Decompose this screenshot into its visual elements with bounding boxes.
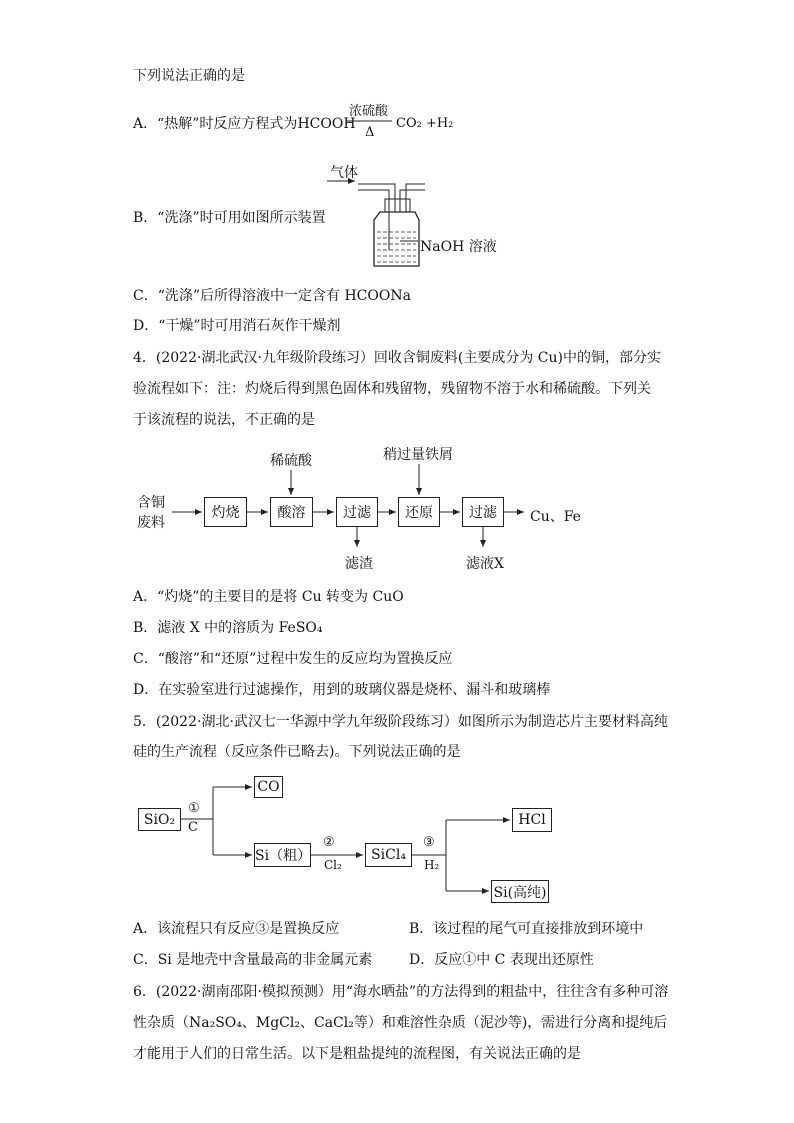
q4-option-c: C．“酸溶”和“还原”过程中发生的反应均为置换反应: [133, 651, 453, 667]
q5-reagent-cl2: Cl₂: [324, 858, 342, 872]
q5-box-sicl4: SiCl₄: [365, 843, 412, 867]
q4-option-d: D．在实验室进行过滤操作，用到的玻璃仪器是烧杯、漏斗和玻璃棒: [133, 682, 551, 698]
q5-option-c: C．Si 是地壳中含量最高的非金属元素: [133, 952, 373, 968]
q4-step-filter-1: 过滤: [336, 497, 378, 527]
q4-residue: 滤渣: [345, 556, 373, 572]
q4-input-top: 含铜: [137, 495, 165, 511]
q6-stem-line-2: 性杂质（Na₂SO₄、MgCl₂、CaCl₂等）和难溶性杂质（泥沙等)，需进行分离和提纯后: [133, 1015, 668, 1031]
q4-option-a: A．“灼烧”的主要目的是将 Cu 转变为 CuO: [133, 589, 404, 605]
q3-option-a-formula: HCOOH: [297, 116, 356, 132]
q5-option-d: D．反应①中 C 表现出还原性: [409, 952, 594, 968]
q4-output: Cu、Fe: [530, 509, 581, 525]
q5-box-hcl: HCl: [512, 808, 552, 832]
q4-filtrate-x: 滤液X: [466, 556, 504, 572]
gas-washing-bottle: [327, 181, 425, 266]
q5-reagent-c: C: [188, 820, 198, 835]
q4-stem-line-3: 于该流程的说法，不正确的是: [133, 412, 315, 428]
q6-stem-line-3: 才能用于人们的日常生活。以下是粗盐提纯的流程图，有关说法正确的是: [133, 1046, 581, 1062]
q3-option-b: B．“洗涤”时可用如图所示装置: [133, 210, 326, 226]
q3-option-c: C．“洗涤”后所得溶液中一定含有 HCOONa: [133, 288, 411, 304]
q4-stem-line-2: 验流程如下：注：灼烧后得到黑色固体和残留物，残留物不溶于水和稀硫酸。下列关: [133, 381, 651, 397]
q3-condition-over: 浓硫酸: [349, 104, 389, 119]
q5-reaction-2: ②: [323, 835, 335, 850]
q5-box-si-pure: Si(高纯): [491, 880, 549, 903]
q5-option-b: B．该过程的尾气可直接排放到环境中: [409, 921, 644, 937]
q4-step-filter-2: 过滤: [462, 497, 504, 527]
q3-option-a-prefix: A．“热解”时反应方程式为: [133, 116, 298, 132]
q3-option-d: D．“干燥”时可用消石灰作干燥剂: [133, 318, 341, 334]
q5-stem-line-1: 5．(2022·湖北·武汉七一华源中学九年级阶段练习）如图所示为制造芯片主要材料高纯: [133, 714, 668, 730]
gas-label: 气体: [330, 165, 358, 181]
q6-stem-line-1: 6．(2022·湖南邵阳·模拟预测）用“海水晒盐”的方法得到的粗盐中，往往含有多种可溶: [133, 984, 669, 1000]
q3-condition-under: Δ: [365, 125, 375, 140]
q5-reaction-3: ③: [423, 835, 435, 850]
q4-option-b: B．滤液 X 中的溶质为 FeSO₄: [133, 620, 323, 636]
naoh-label: NaOH 溶液: [420, 239, 497, 255]
q4-reagent-iron: 稍过量铁屑: [383, 447, 453, 463]
q4-flow-arrows: [172, 464, 524, 547]
q5-box-si-crude: Si（粗）: [254, 843, 311, 867]
q5-stem-line-2: 硅的生产流程（反应条件已略去)。下列说法正确的是: [133, 744, 461, 760]
q4-input-bottom: 废料: [137, 515, 165, 531]
q5-box-co: CO: [254, 776, 283, 798]
q5-reaction-1: ①: [188, 801, 200, 816]
q4-stem-line-1: 4．(2022·湖北武汉·九年级阶段练习）回收含铜废料(主要成分为 Cu)中的铜，部分实: [133, 350, 661, 366]
q5-reagent-h2: H₂: [424, 858, 440, 872]
q5-option-a: A．该流程只有反应③是置换反应: [133, 921, 340, 937]
q5-flow-arrows: [181, 787, 510, 891]
q3-option-a-products: CO₂ +H₂: [396, 116, 454, 131]
intro-line: 下列说法正确的是: [133, 68, 245, 84]
q5-box-sio2: SiO₂: [138, 808, 181, 831]
q4-step-burn: 灼烧: [204, 497, 247, 527]
q4-step-reduce: 还原: [398, 497, 440, 527]
q4-step-acid-dissolve: 酸溶: [270, 497, 313, 527]
q4-reagent-acid: 稀硫酸: [270, 453, 312, 469]
